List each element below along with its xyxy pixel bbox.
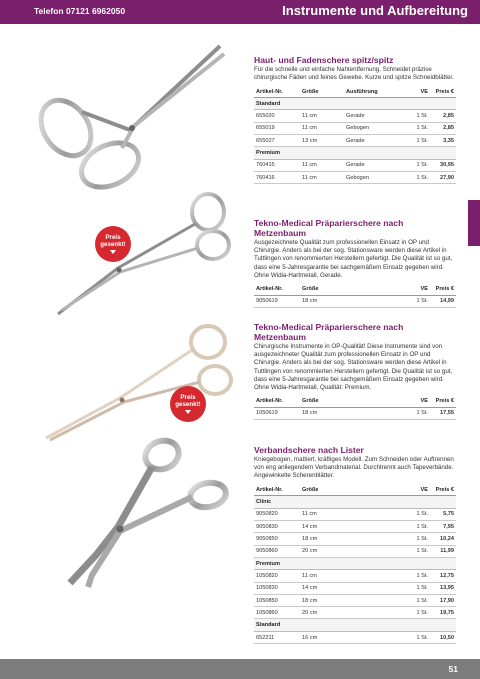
cell-ausfuehrung: [344, 607, 412, 619]
col-groesse: Größe: [300, 284, 344, 295]
table-group-row: [254, 496, 456, 509]
cell-ausfuehrung: [344, 407, 412, 419]
cell-ausfuehrung: [344, 582, 412, 594]
col-ve: VE: [412, 485, 430, 496]
badge-line1: Preis: [105, 234, 121, 241]
group-label: Premium: [254, 147, 456, 160]
group-label: Standard: [254, 619, 456, 632]
table-header-row: [254, 396, 456, 407]
cell-artnr: 1050860: [254, 607, 300, 619]
cell-groesse: 20 cm: [300, 607, 344, 619]
badge-line2: gesenkt!: [175, 401, 201, 408]
col-preis: Preis €: [430, 86, 456, 97]
table-row: [254, 533, 456, 545]
col-groesse: Größe: [300, 396, 344, 407]
cell-ausfuehrung: [344, 594, 412, 606]
cell-ausfuehrung: Gerade: [344, 135, 412, 147]
col-ausfuehrung: [344, 396, 412, 407]
arrow-down-icon: [185, 410, 191, 414]
cell-ausfuehrung: [344, 533, 412, 545]
cell-artnr: 9050850: [254, 533, 300, 545]
cell-preis: 12,75: [430, 570, 456, 582]
col-preis: Preis €: [430, 284, 456, 295]
cell-preis: 17,90: [430, 594, 456, 606]
col-ausfuehrung: Ausführung: [344, 86, 412, 97]
table-row: [254, 570, 456, 582]
header-phone: Telefon 07121 6962050: [34, 6, 126, 16]
cell-groesse: 18 cm: [300, 407, 344, 419]
cell-artnr: 1050619: [254, 407, 300, 419]
metzenbaum-scissors-image: [48, 190, 238, 320]
price-reduced-badge: [95, 226, 131, 262]
product-section: [254, 322, 456, 420]
cell-groesse: 11 cm: [300, 508, 344, 520]
section-title: Tekno-Medical Präparierschere nach Metzenbaum: [254, 322, 404, 342]
cell-ve: 1 St.: [412, 594, 430, 606]
cell-preis: 3,35: [430, 135, 456, 147]
cell-ve: 1 St.: [412, 122, 430, 134]
table-row: [254, 135, 456, 147]
cell-ausfuehrung: Gerade: [344, 110, 412, 122]
section-description: Für die schnelle und einfache Nahtentfernung. Schneidet präzise chirurgische Fäden und feines Gewebe. Kurze und spitze Schneidblätter.: [254, 66, 454, 82]
table-header-row: [254, 86, 456, 97]
group-label: Clinic: [254, 496, 456, 509]
cell-preis: 27,90: [430, 172, 456, 184]
arrow-down-icon: [110, 250, 116, 254]
col-artnr: Artikel-Nr.: [254, 86, 300, 97]
table-row: [254, 582, 456, 594]
cell-artnr: 9050830: [254, 520, 300, 532]
price-table: [254, 396, 456, 420]
table-row: [254, 407, 456, 419]
header-title: Instrumente und Aufbereitung: [282, 3, 468, 18]
cell-groesse: 18 cm: [300, 594, 344, 606]
cell-ve: 1 St.: [412, 570, 430, 582]
table-header-row: [254, 485, 456, 496]
cell-artnr: 760416: [254, 172, 300, 184]
col-groesse: Größe: [300, 86, 344, 97]
cell-ve: 1 St.: [412, 607, 430, 619]
cell-ausfuehrung: Gebogen: [344, 172, 412, 184]
col-ve: VE: [412, 86, 430, 97]
table-group-row: [254, 97, 456, 110]
cell-artnr: 655020: [254, 110, 300, 122]
cell-groesse: 11 cm: [300, 172, 344, 184]
metzenbaum-premium-scissors-image: [40, 320, 240, 445]
cell-artnr: 1050830: [254, 582, 300, 594]
cell-groesse: 14 cm: [300, 582, 344, 594]
price-reduced-badge: [170, 386, 206, 422]
cell-preis: 13,95: [430, 582, 456, 594]
cell-preis: 11,99: [430, 545, 456, 557]
section-description: Chirurgische Instrumente in OP-Qualität! Diese Instrumente sind von ausgezeichneter Qualität zum professionellen Einsatz in OP und Chirurgie. Anders als bei der sog. Stationsware werden diese Artikel in Tuttlingen von renommierten Herstellern gefertigt. Die Qualität ist so gut, dass eine 5-Jahresgarantie bei sachgemäßem Einsatz gegeben wird. Ohne Widia-Hartmetall. Qualität: Premium.: [254, 343, 453, 392]
col-ve: VE: [412, 284, 430, 295]
table-row: [254, 520, 456, 532]
cell-groesse: 18 cm: [300, 533, 344, 545]
cell-ve: 1 St.: [412, 135, 430, 147]
col-ve: VE: [412, 396, 430, 407]
side-tab-marker: [468, 200, 480, 246]
lister-bandage-scissors-image: [48, 435, 238, 595]
table-group-row: [254, 557, 456, 570]
cell-groesse: 18 cm: [300, 295, 344, 307]
cell-ve: 1 St.: [412, 545, 430, 557]
cell-ausfuehrung: Gebogen: [344, 122, 412, 134]
cell-preis: 19,75: [430, 607, 456, 619]
col-ausfuehrung: [344, 284, 412, 295]
col-preis: Preis €: [430, 396, 456, 407]
price-table: [254, 284, 456, 308]
cell-preis: 30,95: [430, 159, 456, 171]
footer-bar: [0, 659, 480, 679]
cell-ausfuehrung: [344, 545, 412, 557]
section-title: Haut- und Fadenschere spitz/spitz: [254, 55, 394, 65]
cell-ve: 1 St.: [412, 159, 430, 171]
col-artnr: Artikel-Nr.: [254, 485, 300, 496]
header-bar: [0, 0, 480, 24]
cell-ausfuehrung: [344, 570, 412, 582]
cell-preis: 10,24: [430, 533, 456, 545]
cell-groesse: 14 cm: [300, 520, 344, 532]
table-row: [254, 295, 456, 307]
cell-groesse: 20 cm: [300, 545, 344, 557]
section-description: Ausgezeichnete Qualität zum professionellen Einsatz in OP und Chirurgie. Anders als bei der sog. Stationsware werden diese Artikel in Tuttlingen von renommierten Herstellern gefertigt. Die Qualität ist so gut, dass eine 5-Jahresgarantie bei sachgemäßem Einsatz gegeben wird. Ohne Widia-Hartmetall. Gerade.: [254, 239, 453, 279]
price-table: [254, 485, 456, 645]
table-group-row: [254, 147, 456, 160]
table-group-row: [254, 619, 456, 632]
cell-artnr: 652211: [254, 631, 300, 643]
cell-groesse: 13 cm: [300, 135, 344, 147]
cell-ve: 1 St.: [412, 407, 430, 419]
cell-preis: 17,55: [430, 407, 456, 419]
table-row: [254, 631, 456, 643]
badge-line2: gesenkt!: [100, 241, 126, 248]
cell-ve: 1 St.: [412, 508, 430, 520]
cell-preis: 2,85: [430, 122, 456, 134]
cell-ve: 1 St.: [412, 631, 430, 643]
cell-artnr: 1050850: [254, 594, 300, 606]
col-ausfuehrung: [344, 485, 412, 496]
table-header-row: [254, 284, 456, 295]
cell-ve: 1 St.: [412, 295, 430, 307]
cell-groesse: 11 cm: [300, 159, 344, 171]
table-row: [254, 545, 456, 557]
price-table: [254, 86, 456, 184]
cell-groesse: 11 cm: [300, 570, 344, 582]
table-row: [254, 607, 456, 619]
group-label: Premium: [254, 557, 456, 570]
cell-groesse: 16 cm: [300, 631, 344, 643]
cell-groesse: 11 cm: [300, 122, 344, 134]
table-row: [254, 159, 456, 171]
cell-artnr: 9050619: [254, 295, 300, 307]
cell-artnr: 655027: [254, 135, 300, 147]
col-artnr: Artikel-Nr.: [254, 396, 300, 407]
cell-artnr: 760415: [254, 159, 300, 171]
section-description: Kniegebogen, mattiert, kräftiges Modell. Zum Schneiden oder Auftrennen von eng anliegendem Verbandmaterial. Durchtrennt auch Tapeverbände. Angewinkelte Scherenblätter.: [254, 456, 454, 480]
cell-ve: 1 St.: [412, 172, 430, 184]
cell-ausfuehrung: [344, 508, 412, 520]
badge-line1: Preis: [180, 394, 196, 401]
table-row: [254, 122, 456, 134]
cell-preis: 2,85: [430, 110, 456, 122]
cell-ve: 1 St.: [412, 110, 430, 122]
cell-ve: 1 St.: [412, 533, 430, 545]
cell-ausfuehrung: [344, 631, 412, 643]
fine-scissors-image: [30, 40, 230, 195]
col-artnr: Artikel-Nr.: [254, 284, 300, 295]
product-section: [254, 445, 456, 644]
table-row: [254, 594, 456, 606]
cell-groesse: 11 cm: [300, 110, 344, 122]
cell-preis: 5,75: [430, 508, 456, 520]
col-groesse: Größe: [300, 485, 344, 496]
table-row: [254, 172, 456, 184]
group-label: Standard: [254, 97, 456, 110]
cell-artnr: 9050860: [254, 545, 300, 557]
cell-preis: 7,95: [430, 520, 456, 532]
page-number: 51: [448, 664, 458, 674]
product-section: [254, 218, 456, 308]
cell-preis: 10,50: [430, 631, 456, 643]
cell-ve: 1 St.: [412, 520, 430, 532]
cell-artnr: 9050820: [254, 508, 300, 520]
col-preis: Preis €: [430, 485, 456, 496]
section-title: Verbandschere nach Lister: [254, 445, 364, 455]
table-row: [254, 110, 456, 122]
cell-artnr: 655019: [254, 122, 300, 134]
product-section: [254, 55, 456, 184]
cell-preis: 14,99: [430, 295, 456, 307]
section-title: Tekno-Medical Präparierschere nach Metzenbaum: [254, 218, 404, 238]
cell-ve: 1 St.: [412, 582, 430, 594]
table-row: [254, 508, 456, 520]
cell-ausfuehrung: Gerade: [344, 159, 412, 171]
cell-ausfuehrung: [344, 520, 412, 532]
cell-ausfuehrung: [344, 295, 412, 307]
cell-artnr: 1050820: [254, 570, 300, 582]
